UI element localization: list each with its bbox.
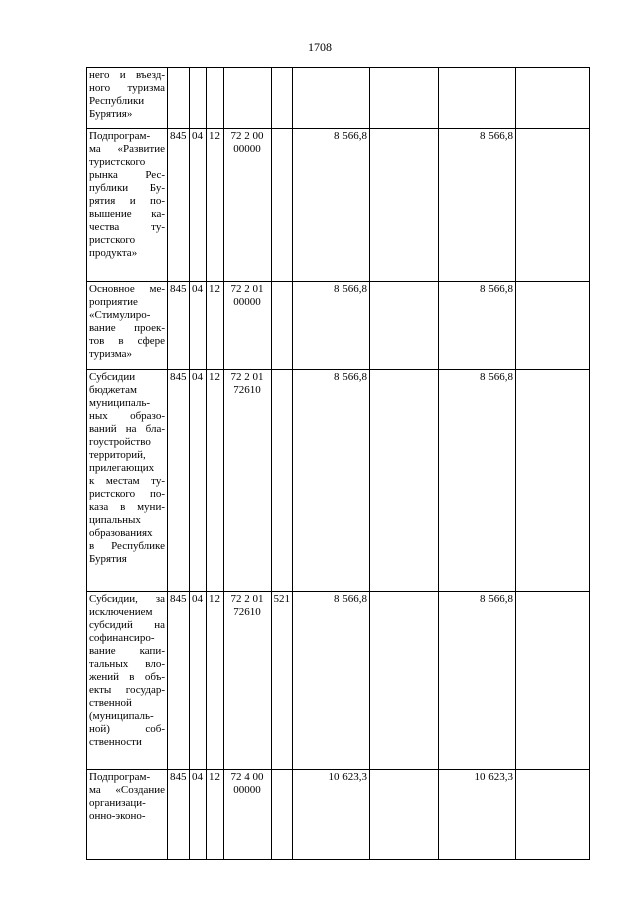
row-name-line: ципальных: [89, 514, 141, 526]
table-body: [87, 68, 590, 860]
table-row: [87, 68, 590, 129]
row-name-line: гоустройство: [89, 436, 151, 448]
row-name-line: каза в муни-: [89, 501, 165, 513]
row-name-line: ваний на бла-: [89, 423, 165, 435]
row-name-cell: [87, 282, 168, 370]
row-name-line: образованиях: [89, 527, 153, 539]
section-code-cell: 04: [189, 592, 206, 770]
row-name-line: Основное ме-: [89, 283, 165, 295]
empty-cell: [370, 370, 439, 592]
amount-cell: [293, 68, 370, 129]
amount-cell: [516, 592, 590, 770]
target-article-line: 72 2 01: [230, 283, 264, 295]
subsection-code-cell: [206, 68, 223, 129]
row-name-line: туристского: [89, 156, 146, 168]
row-name-line: тальных вло-: [89, 658, 165, 670]
row-name-line: ристского: [89, 234, 136, 246]
section-code-cell: 04: [189, 129, 206, 282]
row-name-line: (муниципаль-: [89, 710, 154, 722]
target-article-line: 72 4 00: [230, 771, 264, 783]
row-name-line: в Республике: [89, 540, 165, 552]
amount-cell: 10 623,3: [293, 770, 370, 860]
row-name-line: вание капи-: [89, 645, 165, 657]
row-name-line: исключением: [89, 606, 153, 618]
row-name-line: ственной: [89, 697, 132, 709]
row-name-line: Подпрограм-: [89, 771, 151, 783]
empty-cell: [370, 592, 439, 770]
row-name-line: прилегающих: [89, 462, 155, 474]
row-name-line: туризма»: [89, 348, 133, 360]
amount-cell: [516, 370, 590, 592]
row-name-line: Субсидии: [89, 371, 136, 383]
row-name-line: субсидий на: [89, 619, 165, 631]
row-name-line: муниципаль-: [89, 397, 151, 409]
row-name-line: Подпрограм-: [89, 130, 151, 142]
amount-cell: [516, 770, 590, 860]
subsection-code-cell: 12: [206, 129, 223, 282]
ministry-code-cell: 845: [168, 770, 190, 860]
table-row: [87, 282, 590, 370]
subsection-code-cell: 12: [206, 592, 223, 770]
section-code-cell: 04: [189, 370, 206, 592]
expense-type-cell: [271, 282, 293, 370]
row-name-line: продукта»: [89, 247, 138, 259]
row-name-line: Субсидии, за: [89, 593, 165, 605]
page-number: 1708: [308, 40, 332, 54]
row-name-line: ристского по-: [89, 488, 165, 500]
subsection-code-cell: 12: [206, 282, 223, 370]
row-name-line: Бурятия: [89, 553, 127, 565]
row-name-line: онно-эконо-: [89, 810, 146, 822]
table-row: [87, 370, 590, 592]
section-code-cell: [189, 68, 206, 129]
section-code-cell: 04: [189, 770, 206, 860]
empty-cell: [370, 68, 439, 129]
row-name-line: ных образо-: [89, 410, 165, 422]
table-row: [87, 592, 590, 770]
amount-cell: 8 566,8: [293, 129, 370, 282]
table-row: [87, 770, 590, 860]
amount-cell: 8 566,8: [439, 129, 516, 282]
table-row: [87, 129, 590, 282]
row-name-line: ного туризма: [89, 82, 165, 94]
target-article-line: 72 2 01: [230, 371, 264, 383]
section-code-cell: 04: [189, 282, 206, 370]
target-article-cell: [223, 592, 271, 770]
amount-cell: 8 566,8: [293, 282, 370, 370]
row-name-line: территорий,: [89, 449, 146, 461]
row-name-line: к местам ту-: [89, 475, 165, 487]
target-article-cell: [223, 770, 271, 860]
row-name-line: Бурятия»: [89, 108, 133, 120]
row-name-line: роприятие: [89, 296, 138, 308]
row-name-line: него и въезд-: [89, 69, 165, 81]
target-article-cell: [223, 68, 271, 129]
ministry-code-cell: 845: [168, 129, 190, 282]
ministry-code-cell: [168, 68, 190, 129]
empty-cell: [370, 282, 439, 370]
target-article-line: 00000: [233, 784, 261, 796]
subsection-code-cell: 12: [206, 770, 223, 860]
row-name-line: софинансиро-: [89, 632, 155, 644]
amount-cell: 8 566,8: [439, 592, 516, 770]
expense-type-cell: 521: [271, 592, 293, 770]
target-article-line: 72610: [233, 606, 261, 618]
row-name-line: ма «Создание: [89, 784, 165, 796]
empty-cell: [370, 770, 439, 860]
expense-type-cell: [271, 129, 293, 282]
row-name-cell: [87, 68, 168, 129]
row-name-line: чества ту-: [89, 221, 165, 233]
expense-type-cell: [271, 68, 293, 129]
target-article-line: 00000: [233, 143, 261, 155]
row-name-line: публики Бу-: [89, 182, 165, 194]
empty-cell: [370, 129, 439, 282]
amount-cell: 8 566,8: [439, 370, 516, 592]
row-name-line: Республики: [89, 95, 145, 107]
ministry-code-cell: 845: [168, 282, 190, 370]
amount-cell: [516, 282, 590, 370]
budget-table: [86, 67, 590, 860]
row-name-line: вышение ка-: [89, 208, 165, 220]
row-name-line: рынка Рес-: [89, 169, 165, 181]
ministry-code-cell: 845: [168, 370, 190, 592]
target-article-cell: [223, 129, 271, 282]
subsection-code-cell: 12: [206, 370, 223, 592]
amount-cell: [516, 129, 590, 282]
row-name-line: ма «Развитие: [89, 143, 165, 155]
target-article-cell: [223, 282, 271, 370]
amount-cell: [516, 68, 590, 129]
row-name-line: бюджетам: [89, 384, 137, 396]
target-article-line: 72 2 01: [230, 593, 264, 605]
target-article-line: 00000: [233, 296, 261, 308]
row-name-cell: [87, 129, 168, 282]
amount-cell: 10 623,3: [439, 770, 516, 860]
amount-cell: 8 566,8: [439, 282, 516, 370]
row-name-line: рятия и по-: [89, 195, 165, 207]
row-name-line: ной) соб-: [89, 723, 165, 735]
row-name-line: тов в сфере: [89, 335, 165, 347]
ministry-code-cell: 845: [168, 592, 190, 770]
target-article-line: 72 2 00: [230, 130, 264, 142]
expense-type-cell: [271, 770, 293, 860]
row-name-line: ственности: [89, 736, 142, 748]
amount-cell: 8 566,8: [293, 370, 370, 592]
row-name-line: «Стимулиро-: [89, 309, 151, 321]
row-name-line: вание проек-: [89, 322, 165, 334]
amount-cell: [439, 68, 516, 129]
target-article-line: 72610: [233, 384, 261, 396]
row-name-cell: [87, 592, 168, 770]
row-name-cell: [87, 370, 168, 592]
expense-type-cell: [271, 370, 293, 592]
row-name-line: екты государ-: [89, 684, 165, 696]
row-name-cell: [87, 770, 168, 860]
amount-cell: 8 566,8: [293, 592, 370, 770]
row-name-line: жений в объ-: [89, 671, 165, 683]
row-name-line: организаци-: [89, 797, 146, 809]
target-article-cell: [223, 370, 271, 592]
